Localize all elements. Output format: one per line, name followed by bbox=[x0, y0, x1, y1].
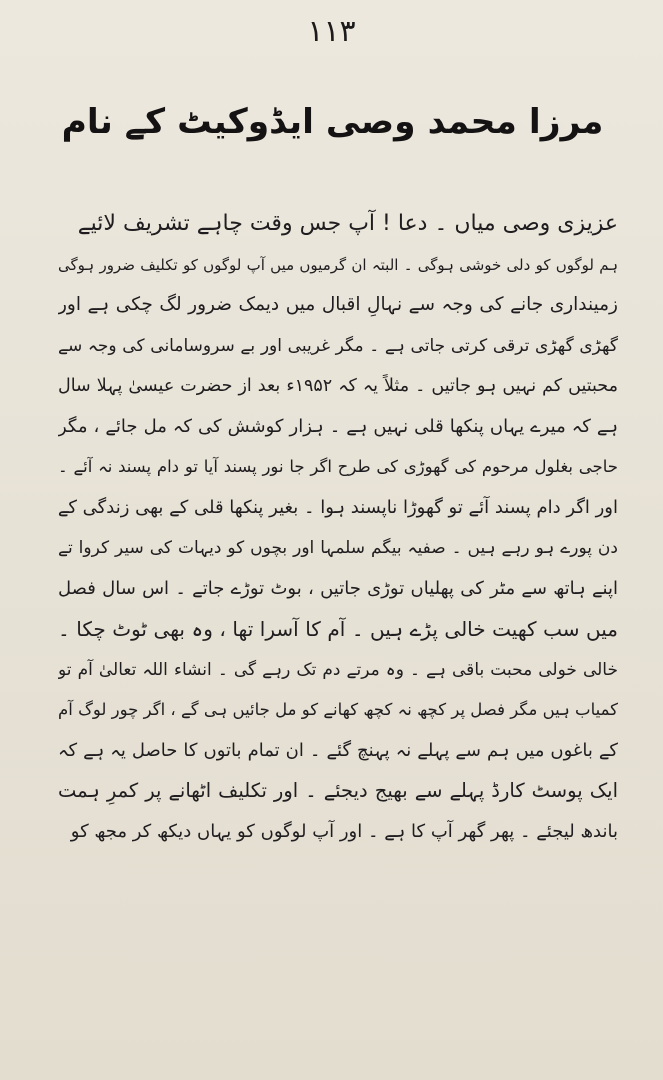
text-line: باندھ لیجئے ۔ پھر گھر آپ کا ہے ۔ اور آپ لوگوں کو یہاں دیکھ کر مجھ کو bbox=[70, 820, 618, 842]
text-line: گھڑی گھڑی ترقی کرتی جاتی ہے ۔ مگر غریبی اور بے سروسامانی کی وجہ سے bbox=[58, 335, 618, 356]
text-line: عزیزی وصی میاں ۔ دعا ! آپ جس وقت چاہے تشریف لائیے bbox=[77, 211, 618, 236]
text-line: کے باغوں میں ہم سے پہلے نہ پہنچ گئے ۔ ان تمام باتوں کا حاصل یہ ہے کہ bbox=[58, 739, 618, 761]
text-line: کمیاب ہیں مگر فصل پر کچھ نہ کچھ کھانے کو مل جائیں ہی گے ، اگر چور لوگ آم bbox=[58, 700, 618, 719]
text-line: زمینداری جانے کی وجہ سے نہالِ اقبال میں دیمک ضرور لگ چکی ہے اور bbox=[58, 294, 618, 315]
text-line: دن پورے ہو رہے ہیں ۔ صفیہ بیگم سلمہا اور بچوں کو دیہات کی سیر کروا تے bbox=[58, 538, 618, 558]
text-line: خالی خولی محبت باقی ہے ۔ وہ مرتے دم تک رہے گی ۔ انشاء اللہ تعالیٰ آم تو bbox=[58, 659, 618, 680]
text-line: ہے کہ میرے یہاں پنکھا قلی نہیں ہے ۔ ہزار کوشش کی کہ مل جائے ، مگر bbox=[58, 415, 618, 437]
text-line: میں سب کھیت خالی پڑے ہیں ۔ آم کا آسرا تھا ، وہ بھی ٹوٹ چکا ۔ bbox=[58, 617, 618, 641]
page-number: ۱۱۳ bbox=[307, 14, 356, 49]
text-line: اور اگر دام پسند آئے تو گھوڑا ناپسند ہوا ۔ بغیر پنکھا قلی کے بھی زندگی کے bbox=[58, 496, 618, 518]
text-line: ہم لوگوں کو دلی خوشی ہوگی ۔ البتہ ان گرمیوں میں آپ لوگوں کو تکلیف ضرور ہوگی bbox=[58, 255, 618, 274]
text-line: اپنے ہاتھ سے مٹر کی پھلیاں توڑی جاتیں ، بوٹ توڑے جاتے ۔ اس سال فصل bbox=[58, 577, 618, 599]
letter-body bbox=[58, 204, 618, 852]
letter-title: مرزا محمد وصی ایڈوکیٹ کے نام bbox=[61, 102, 604, 142]
text-line: محبتیں کم نہیں ہو جاتیں ۔ مثلاً یہ کہ ۱۹۵۲ء بعد از حضرت عیسیٰ پہلا سال bbox=[58, 376, 618, 396]
text-line: حاجی بغلول مرحوم کی گھوڑی کی طرح اگر جا نور پسند آیا تو دام پسند نہ آئے ۔ bbox=[58, 457, 618, 476]
text-line: ایک پوسٹ کارڈ پہلے سے بھیج دیجئے ۔ اور تکلیف اٹھانے پر کمرِ ہمت bbox=[58, 779, 618, 802]
